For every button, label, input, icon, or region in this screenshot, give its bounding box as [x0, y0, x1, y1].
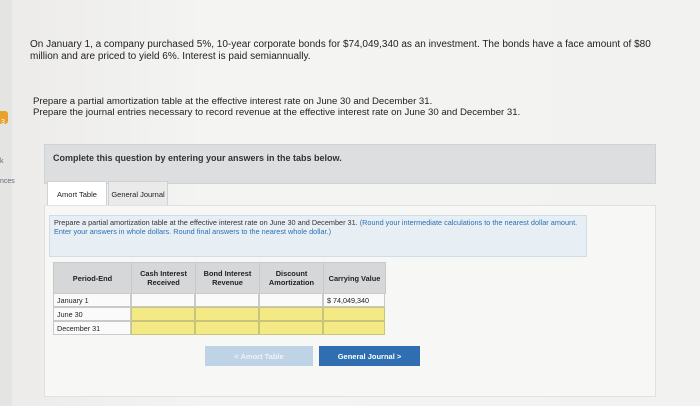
column-header: Bond Interest Revenue [195, 262, 260, 294]
question-badge[interactable]: 3 [0, 111, 8, 124]
carrying-value-input[interactable] [323, 307, 385, 321]
question-paragraph: On January 1, a company purchased 5%, 10-year corporate bonds for $74,049,340 as an investment. The bonds have a face amount of $80 million and are priced to yield 6%. Interest is paid semiannually. [30, 39, 651, 62]
table-cell-period: December 31 [53, 321, 131, 335]
interest-revenue-input[interactable] [195, 321, 259, 335]
sidebar-label: nces [0, 178, 15, 185]
left-sidebar [0, 0, 12, 406]
interest-revenue-input[interactable] [195, 307, 259, 321]
column-header: Carrying Value [323, 262, 386, 294]
column-header: Cash Interest Received [131, 262, 196, 294]
tabs-bar [44, 144, 656, 184]
discount-amortization-input[interactable] [259, 307, 323, 321]
table-cell-period: June 30 [53, 307, 131, 321]
sidebar-label: k [0, 158, 4, 165]
table-cell [195, 293, 259, 307]
instruction-note: Prepare a partial amortization table at the effective interest rate on June 30 and December 31. (Round your intermediate calculations to the nearest dollar amount. Enter your answers in whole dollars. Round final answers to the nearest whole dollar.) [49, 215, 587, 257]
table-cell [259, 293, 323, 307]
task-item: Prepare a partial amortization table at the effective interest rate on June 30 and December 31. [33, 96, 433, 107]
next-tab-button[interactable]: General Journal > [319, 346, 420, 366]
task-item: Prepare the journal entries necessary to record revenue at the effective interest rate on June 30 and December 31. [33, 107, 521, 118]
table-cell-period: January 1 [53, 293, 131, 307]
instruction-text: Complete this question by entering your answers in the tabs below. [53, 153, 342, 163]
tab-amort-table[interactable]: Amort Table [47, 181, 107, 206]
cash-interest-input[interactable] [131, 307, 195, 321]
column-header: Discount Amortization [259, 262, 324, 294]
column-header: Period-End [53, 262, 132, 294]
prev-tab-button[interactable]: < Amort Table [205, 346, 313, 366]
task-list [33, 96, 653, 118]
cash-interest-input[interactable] [131, 321, 195, 335]
discount-amortization-input[interactable] [259, 321, 323, 335]
tab-general-journal[interactable]: General Journal [108, 181, 168, 207]
table-cell-carrying-value: $ 74,049,340 [323, 293, 385, 307]
carrying-value-input[interactable] [323, 321, 385, 335]
table-cell [131, 293, 195, 307]
